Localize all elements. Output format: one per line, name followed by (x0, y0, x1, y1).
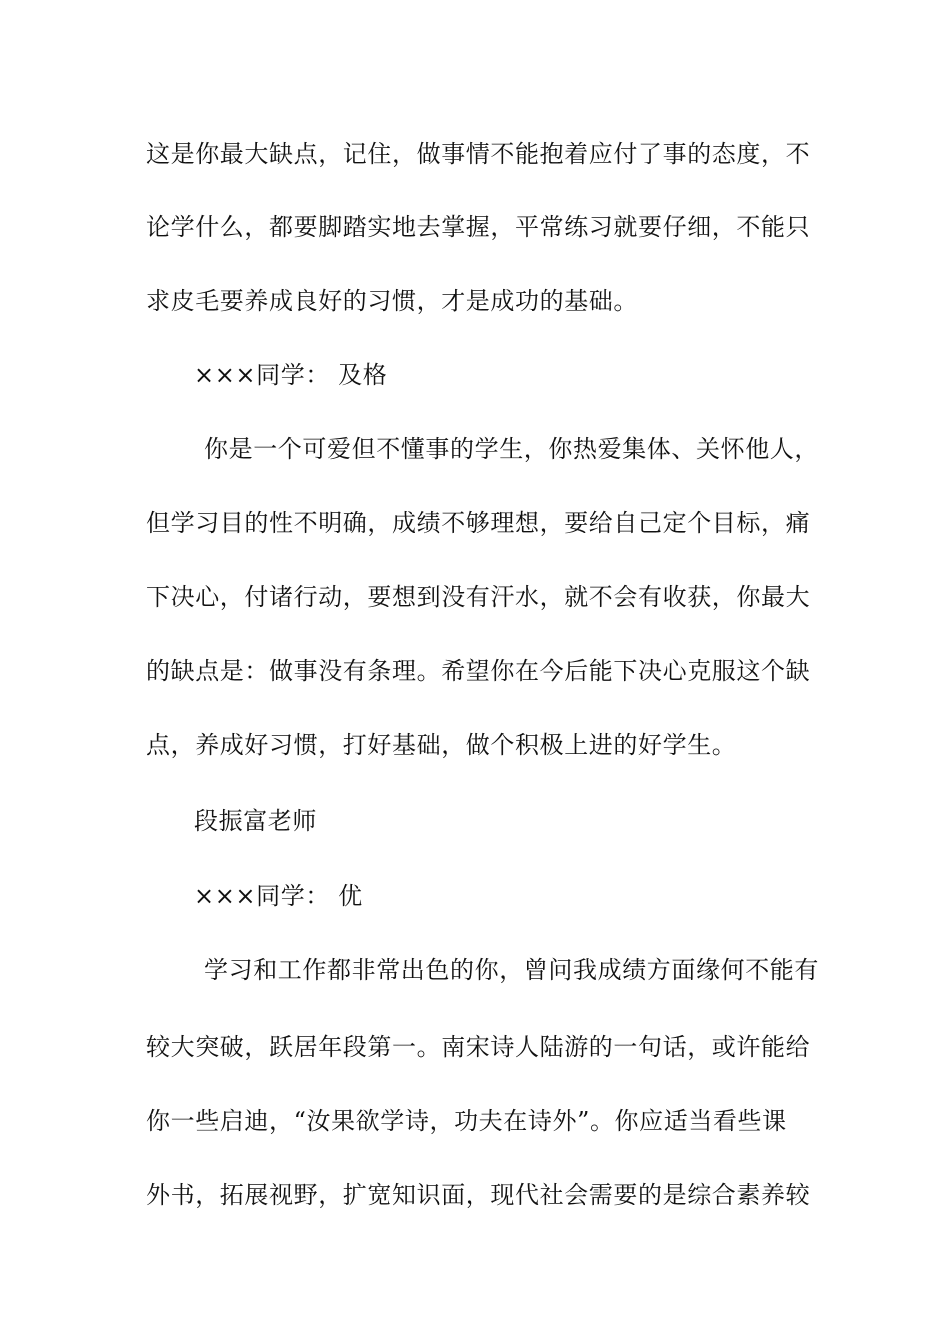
text-line: 你是一个可爱但不懂事的学生，你热爱集体、关怀他人， (204, 435, 819, 463)
text-line: 下决心，付诸行动，要想到没有汗水，就不会有收获，你最大 (146, 583, 811, 611)
text-line: 的缺点是：做事没有条理。希望你在今后能下决心克服这个缺 (146, 657, 811, 685)
text-line: 较大突破，跃居年段第一。南宋诗人陆游的一句话，或许能给 (146, 1033, 811, 1061)
text-line: 论学什么，都要脚踏实地去掌握，平常练习就要仔细，不能只 (146, 213, 811, 241)
student-heading: ×××同学： 及格 (194, 361, 388, 389)
text-line: 点，养成好习惯，打好基础，做个积极上进的好学生。 (146, 731, 737, 759)
text-line: 你一些启迪，“汝果欲学诗，功夫在诗外”。你应适当看些课 (146, 1107, 787, 1135)
text-line: 学习和工作都非常出色的你，曾问我成绩方面缘何不能有 (204, 956, 819, 984)
student-heading: ×××同学： 优 (194, 882, 363, 910)
teacher-signature: 段振富老师 (194, 807, 317, 835)
text-line: 求皮毛要养成良好的习惯，才是成功的基础。 (146, 287, 638, 315)
text-line: 但学习目的性不明确，成绩不够理想，要给自己定个目标，痛 (146, 509, 811, 537)
text-line: 外书，拓展视野，扩宽知识面，现代社会需要的是综合素养较 (146, 1181, 811, 1209)
text-line: 这是你最大缺点，记住，做事情不能抱着应付了事的态度，不 (146, 140, 811, 168)
